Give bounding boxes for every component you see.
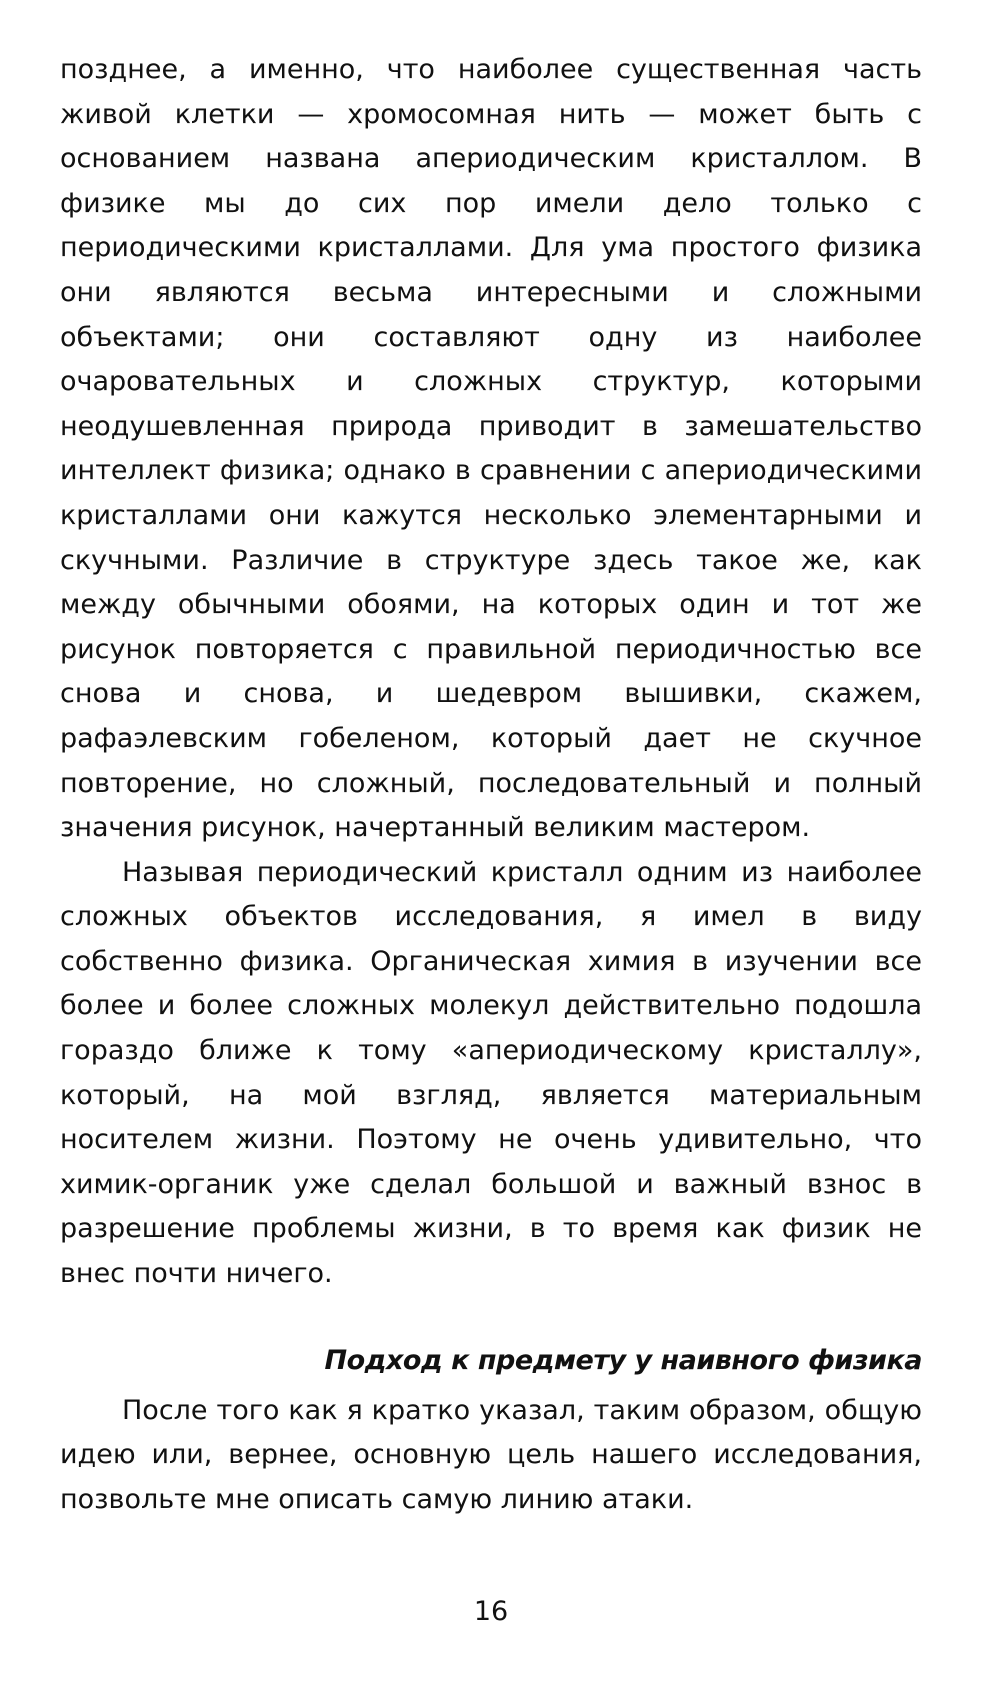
- page-number: 16: [473, 1596, 509, 1627]
- paragraph-periodic-crystal: Называя периодический кристалл одним из наиболее сложных объектов исследования, я имел в виду собственно физика. Органическая химия в изучении все более и более сложных молекул действительно подошла гораздо ближе к тому «апериодическому кристаллу», который, на мой взгляд, является материальным носителем жизни. Поэтому не очень удивительно, что химик-органик уже сделал большой и важный взнос в разрешение проблемы жизни, в то время как физик не внес почти ничего.: [60, 856, 922, 1290]
- section-heading: Подход к предмету у наивного физика: [324, 1344, 922, 1376]
- book-page: [60, 48, 922, 1668]
- paragraph-section-intro: После того как я кратко указал, таким образом, общую идею или, вернее, основную цель нашего исследования, позвольте мне описать самую линию атаки.: [60, 1394, 922, 1515]
- paragraph-continued: позднее, а именно, что наиболее существенная часть живой клетки — хромосомная нить — может быть с основанием названа апериодическим кристаллом. В физике мы до сих пор имели дело только с периодическими кристаллами. Для ума простого физика они являются весьма интересными и сложными объектами; они составляют одну из наиболее очаровательных и сложных структур, которыми неодушевленная природа приводит в замешательство интеллект физика; однако в сравнении с апериодическими кристаллами они кажутся несколько элементарными и скучными. Различие в структуре здесь такое же, как между обычными обоями, на которых один и тот же рисунок повторяется с правильной периодичностью все снова и снова, и шедевром вышивки, скажем, рафаэлевским гобеленом, который дает не скучное повторение, но сложный, последовательный и полный значения рисунок, начертанный великим мастером.: [60, 54, 922, 844]
